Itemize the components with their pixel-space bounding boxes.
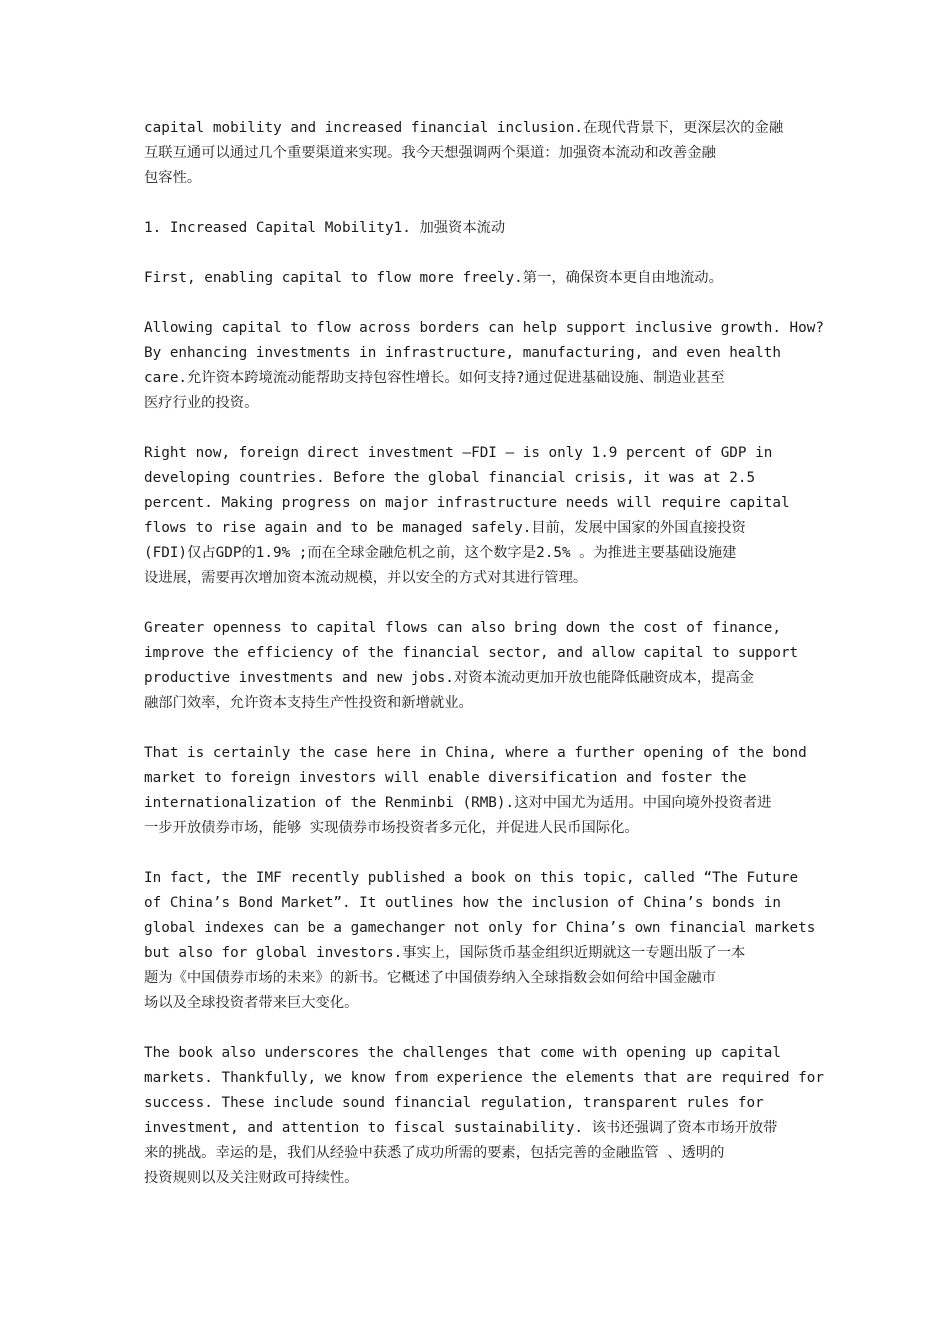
text-line: 1. Increased Capital Mobility1. 加强资本流动 <box>144 220 506 236</box>
text-line: By enhancing investments in infrastructure, manufacturing, and even health <box>144 345 781 361</box>
text-line: 医疗行业的投资。 <box>144 395 259 411</box>
paragraph-fdi <box>144 441 810 591</box>
text-line: developing countries. Before the global financial crisis, it was at 2.5 <box>144 470 756 486</box>
text-line: 设进展，需要再次增加资本流动规模，并以安全的方式对其进行管理。 <box>144 570 588 586</box>
paragraph-challenges <box>144 1041 824 1191</box>
paragraph-imf-book <box>144 866 816 1016</box>
text-line: 题为《中国债券市场的未来》的新书。它概述了中国债券纳入全球指数会如何给中国金融市 <box>144 970 716 986</box>
text-line: but also for global investors.事实上，国际货币基金组织近期就这一专题出版了一本 <box>144 945 746 961</box>
text-line: That is certainly the case here in China, where a further opening of the bond <box>144 745 807 761</box>
paragraph-first <box>144 266 810 291</box>
text-line: of China’s Bond Market”. It outlines how the inclusion of China’s bonds in <box>144 895 781 911</box>
text-line: 场以及全球投资者带来巨大变化。 <box>144 995 359 1011</box>
text-line: 包容性。 <box>144 170 202 186</box>
text-line: care.允许资本跨境流动能帮助支持包容性增长。如何支持?通过促进基础设施、制造业甚至 <box>144 370 725 386</box>
text-line: Allowing capital to flow across borders can help support inclusive growth. How? <box>144 320 824 336</box>
section-heading <box>144 216 810 241</box>
text-line: internationalization of the Renminbi (RMB).这对中国尤为适用。中国向境外投资者进 <box>144 795 772 811</box>
text-line: 投资规则以及关注财政可持续性。 <box>144 1170 359 1186</box>
text-line: The book also underscores the challenges that come with opening up capital <box>144 1045 781 1061</box>
text-line: global indexes can be a gamechanger not only for China’s own financial markets <box>144 920 816 936</box>
text-line: percent. Making progress on major infrastructure needs will require capital <box>144 495 790 511</box>
text-line: capital mobility and increased financial inclusion.在现代背景下，更深层次的金融 <box>144 120 784 136</box>
text-line: improve the efficiency of the financial sector, and allow capital to support <box>144 645 799 661</box>
text-line: (FDI)仅占GDP的1.9% ;而在全球金融危机之前，这个数字是2.5% 。为推进主要基础设施建 <box>144 545 737 561</box>
text-line: First, enabling capital to flow more freely.第一，确保资本更自由地流动。 <box>144 270 723 286</box>
text-line: 互联互通可以通过几个重要渠道来实现。我今天想强调两个渠道：加强资本流动和改善金融 <box>144 145 716 161</box>
text-line: In fact, the IMF recently published a book on this topic, called “The Future <box>144 870 799 886</box>
paragraph-intro <box>144 116 810 191</box>
paragraph-allowing-capital <box>144 316 824 416</box>
text-line: market to foreign investors will enable diversification and foster the <box>144 770 747 786</box>
text-line: investment, and attention to fiscal sustainability. 该书还强调了资本市场开放带 <box>144 1120 778 1136</box>
document-body <box>144 116 824 1216</box>
text-line: markets. Thankfully, we know from experience the elements that are required for <box>144 1070 824 1086</box>
text-line: success. These include sound financial regulation, transparent rules for <box>144 1095 764 1111</box>
paragraph-openness <box>144 616 810 716</box>
text-line: 融部门效率，允许资本支持生产性投资和新增就业。 <box>144 695 473 711</box>
text-line: Greater openness to capital flows can also bring down the cost of finance, <box>144 620 781 636</box>
text-line: 一步开放债券市场，能够 实现债券市场投资者多元化，并促进人民币国际化。 <box>144 820 639 836</box>
text-line: 来的挑战。幸运的是，我们从经验中获悉了成功所需的要素，包括完善的金融监管 、透明的 <box>144 1145 725 1161</box>
text-line: productive investments and new jobs.对资本流动更加开放也能降低融资成本，提高金 <box>144 670 755 686</box>
paragraph-china <box>144 741 810 841</box>
text-line: Right now, foreign direct investment —FDI — is only 1.9 percent of GDP in <box>144 445 773 461</box>
text-line: flows to rise again and to be managed safely.目前，发展中国家的外国直接投资 <box>144 520 746 536</box>
